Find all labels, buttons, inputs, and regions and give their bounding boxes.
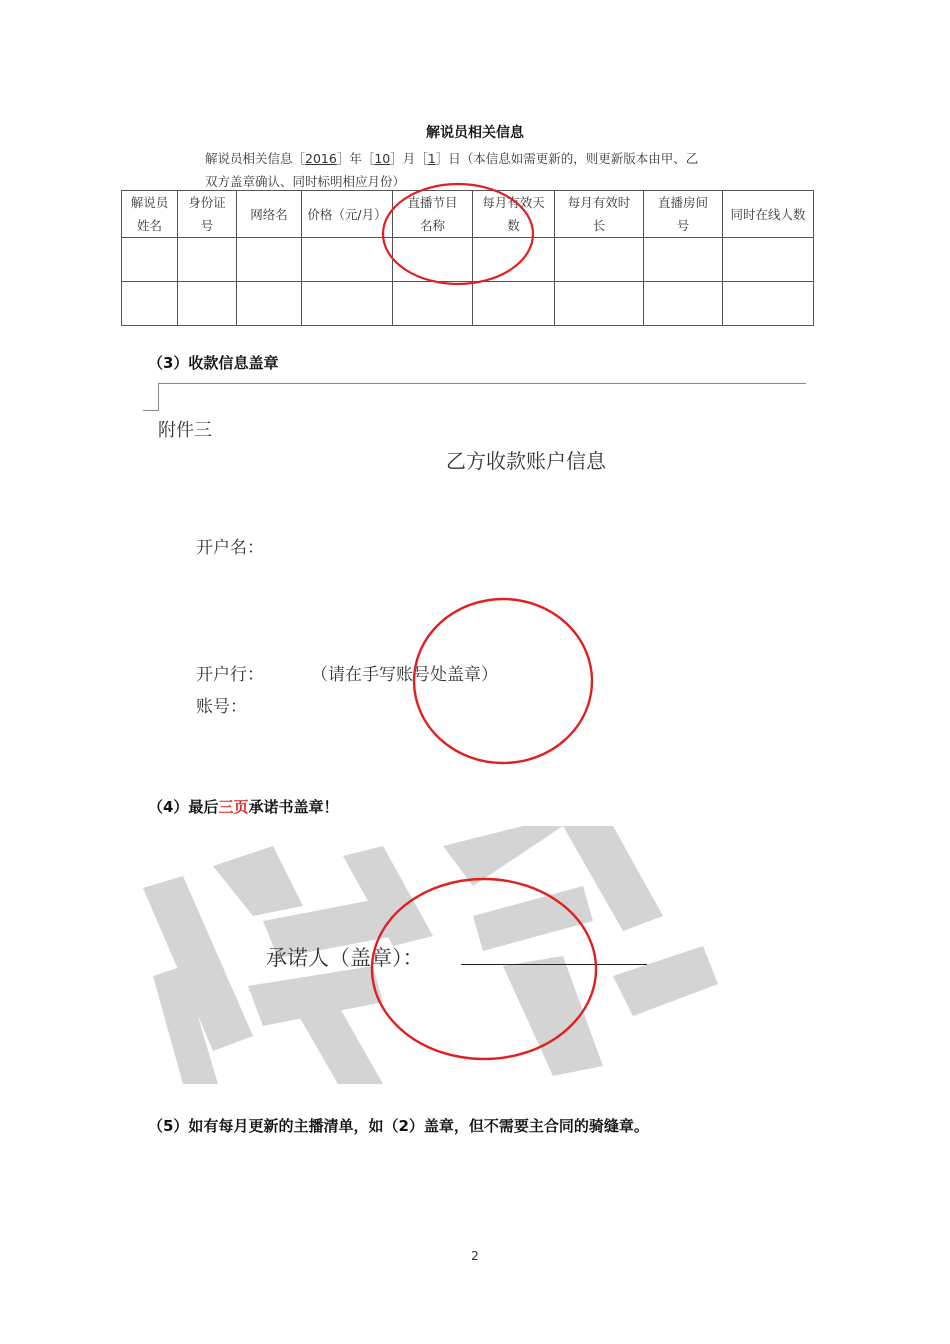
frame-line-tick (143, 410, 158, 411)
header-cell (178, 191, 237, 238)
seal-instruction-note: （请在手写账号处盖章） (311, 665, 498, 685)
attachment-label: 附件三 (158, 420, 212, 441)
table-cell[interactable] (723, 282, 814, 326)
table-cell[interactable] (178, 238, 237, 282)
intro-month: 10 (374, 151, 391, 166)
section4-heading-highlight: 三页 (218, 798, 249, 816)
table-cell[interactable] (555, 282, 644, 326)
table-cell[interactable] (302, 282, 393, 326)
header-line: 号 (676, 218, 690, 233)
header-line: 同时在线人数 (730, 206, 806, 222)
table-cell[interactable] (723, 238, 814, 282)
header-line: 每月有效天 (482, 195, 545, 210)
header-line: 身份证 (188, 195, 226, 210)
section4-heading-suffix: 承诺书盖章！ (248, 798, 339, 816)
seal-circle-3 (372, 879, 596, 1059)
intro-day-suffix: ］日（本信息如需更新的，则更新版本由甲、乙 (435, 151, 699, 166)
intro-line-1 (205, 147, 765, 170)
intro-day: 1 (427, 151, 436, 166)
page-number: 2 (471, 1249, 479, 1263)
intro-month-suffix: ］月［ (390, 151, 428, 166)
header-line: 网络名 (250, 206, 288, 222)
section4-heading (148, 796, 338, 817)
header-cell (237, 191, 302, 238)
frame-line-left (158, 383, 159, 411)
header-line: 号 (200, 218, 214, 233)
promisor-seal-label: 承诺人（盖章）： (266, 946, 424, 970)
header-line: 数 (507, 218, 520, 233)
header-line: 姓名 (136, 218, 162, 233)
promisor-seal-mark (369, 875, 599, 1065)
table-cell[interactable] (644, 282, 723, 326)
table-cell[interactable] (393, 282, 473, 326)
table-seal-mark (381, 184, 539, 288)
account-seal-mark (411, 596, 595, 768)
header-cell (122, 191, 178, 238)
header-line: 解说员 (130, 195, 169, 210)
header-line: 直播节目 (407, 195, 458, 210)
section3-heading: （3）收款信息盖章 (148, 354, 279, 372)
table-cell[interactable] (555, 238, 644, 282)
header-line: 价格（元/月） (307, 206, 387, 222)
account-info-title: 乙方收款账户信息 (446, 449, 606, 473)
commentator-info-title: 解说员相关信息 (426, 125, 524, 141)
section4-heading-prefix: （4）最后 (148, 798, 219, 816)
account-name-field: 开户名： (196, 538, 264, 558)
table-cell[interactable] (302, 238, 393, 282)
intro-line-2: 双方盖章确认、同时标明相应月份） (205, 174, 406, 189)
table-cell[interactable] (122, 282, 178, 326)
header-cell (644, 191, 723, 238)
intro-lead: 解说员相关信息［ (205, 151, 306, 166)
bank-field: 开户行： (196, 665, 264, 685)
header-cell (302, 191, 393, 238)
table-cell[interactable] (237, 238, 302, 282)
header-cell (555, 191, 644, 238)
intro-year: 2016 (305, 151, 337, 166)
section5-heading: （5）如有每月更新的主播清单，如（2）盖章，但不需要主合同的骑缝章。 (148, 1117, 649, 1135)
seal-circle-1 (383, 184, 533, 284)
table-cell[interactable] (178, 282, 237, 326)
intro-year-suffix: ］年［ (336, 151, 375, 166)
account-number-field: 账号： (196, 697, 247, 717)
header-line: 长 (592, 218, 606, 233)
table-cell[interactable] (237, 282, 302, 326)
table-cell[interactable] (473, 282, 555, 326)
table-cell[interactable] (122, 238, 178, 282)
table-cell[interactable] (644, 238, 723, 282)
header-line: 名称 (419, 218, 445, 233)
header-line: 每月有效时 (567, 195, 631, 210)
frame-line-top (158, 383, 806, 384)
seal-circle-2 (414, 599, 592, 763)
header-line: 直播房间 (657, 195, 708, 210)
header-cell (723, 191, 814, 238)
table-row (122, 282, 814, 326)
